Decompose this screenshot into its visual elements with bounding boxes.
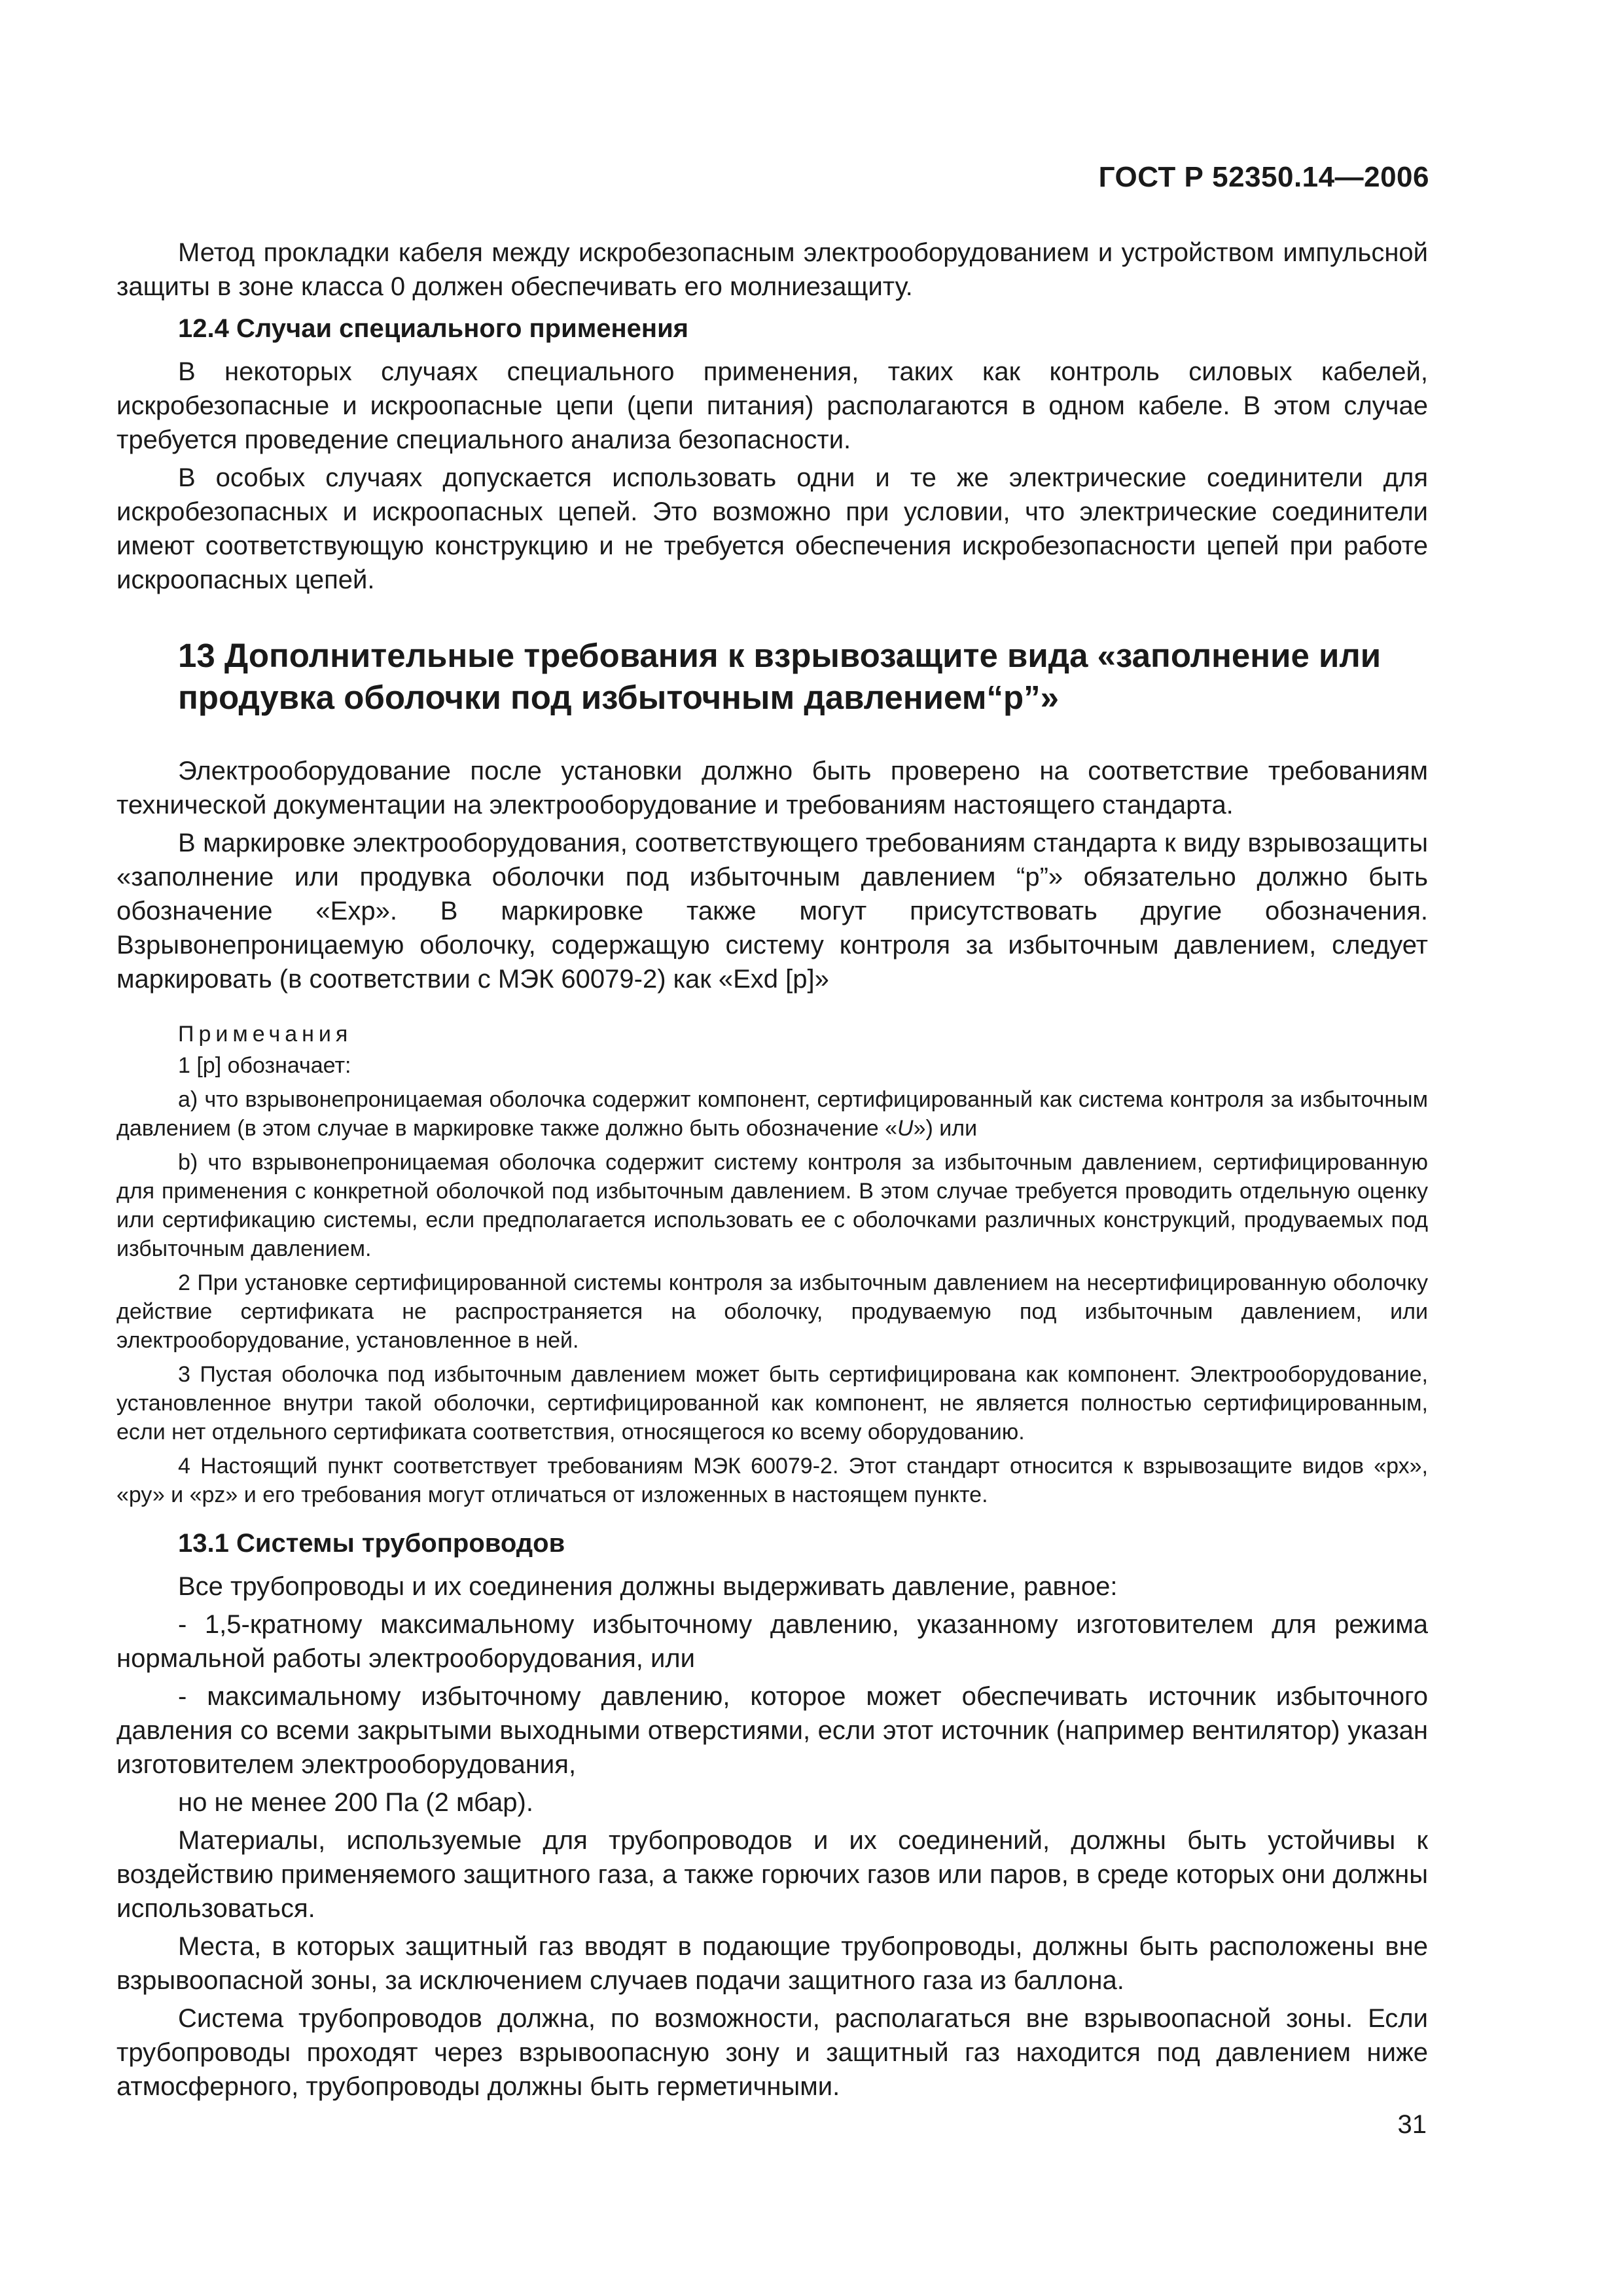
note-item: 4 Настоящий пункт соответствует требованиям МЭК 60079-2. Этот стандарт относится к взрывозащите видов «рх», «ру» и «pz» и его требования могут отличаться от изложенных в настоящем пункте. <box>116 1454 1428 1507</box>
paragraph: Система трубопроводов должна, по возможности, располагаться вне взрывоопасной зоны. Если трубопроводы проходят через взрывоопасную зону и защитный газ находится под давлением ниже атмосферного, трубопроводы должны быть герметичными. <box>116 2004 1428 2101</box>
paragraph: Материалы, используемые для трубопроводов и их соединений, должны быть устойчивы к воздействию применяемого защитного газа, а также горючих газов или паров, в среде которых они должны использоваться. <box>116 1826 1428 1923</box>
note-item: 3 Пустая оболочка под избыточным давлением может быть сертифицирована как компонент. Электрооборудование, установленное внутри такой оболочки, сертифицированной как компонент, не является полностью сертифицированным, если нет отдельного сертификата соответствия, относящегося ко всему оборудованию. <box>116 1362 1428 1444</box>
list-item: - 1,5-кратному максимальному избыточному давлению, указанному изготовителем для режима нормальной работы электрооборудования, или <box>116 1610 1428 1673</box>
paragraph: Места, в которых защитный газ вводят в подающие трубопроводы, должны быть расположены вне взрывоопасной зоны, за исключением случаев подачи защитного газа из баллона. <box>116 1932 1428 1995</box>
note-item: b) что взрывонепроницаемая оболочка содержит систему контроля за избыточным давлением, сертифицированную для применения с конкретной оболочкой под избыточным давлением. В этом случае требуется проводить отдельную оценку или сертификацию системы, если предполагается использовать ее с оболочками различных конструкций, продуваемых под избыточным давлением. <box>116 1150 1428 1261</box>
paragraph: В особых случаях допускается использовать одни и те же электрические соединители для искробезопасных и искроопасных цепей. Это возможно при условии, что электрические соединители имеют соответствующую конструкцию и не требуется обеспечения искробезопасности цепей при работе искроопасных цепей. <box>116 463 1428 594</box>
paragraph: но не менее 200 Па (2 мбар). <box>178 1788 533 1817</box>
note-symbol: U <box>897 1116 914 1141</box>
paragraph: Электрооборудование после установки должно быть проверено на соответствие требованиям технической документации на электрооборудование и требованиям настоящего стандарта. <box>116 757 1428 819</box>
note-item: 2 При установке сертифицированной системы контроля за избыточным давлением на несертифицированную оболочку действие сертификата не распространяется на оболочку, продуваемую под избыточным давлением, или электрооборудование, установленное в ней. <box>116 1270 1428 1353</box>
paragraph: В маркировке электрооборудования, соответствующего требованиям стандарта к виду взрывозащиты «заполнение или продувка оболочки под избыточным давлением “р”» обязательно должно быть обозначение «Ехр». В маркировке также могут присутствовать другие обозначения. Взрывонепроницаемую оболочку, содержащую систему контроля за избыточным давлением, следует маркировать (в соответствии с МЭК 60079-2) как «Exd [р]» <box>116 829 1428 994</box>
page-number: 31 <box>1397 2110 1427 2139</box>
note-item <box>116 1085 1428 1143</box>
note-text: а) что взрывонепроницаемая оболочка содержит компонент, сертифицированный как система контроля за избыточным давлением (в этом случае в маркировке также должно быть обозначение « <box>116 1087 1428 1141</box>
list-item: - максимальному избыточному давлению, которое может обеспечивать источник избыточного давления со всеми закрытыми выходными отверстиями, если этот источник (например вентилятор) указан изготовителем электрооборудования, <box>116 1682 1428 1779</box>
subsection-heading-13-1: 13.1 Системы трубопроводов <box>178 1529 565 1558</box>
paragraph-continued: Метод прокладки кабеля между искробезопасным электрооборудованием и устройством импульсной защиты в зоне класса 0 должен обеспечивать его молниезащиту. <box>116 238 1428 301</box>
note-text: ») или <box>913 1116 978 1141</box>
section-heading-13: 13 Дополнительные требования к взрывозащите вида «заполнение или продувка оболочки под избыточным давлением“р”» <box>178 637 1382 716</box>
note-item: 1 [р] обозначает: <box>178 1053 351 1078</box>
paragraph: Все трубопроводы и их соединения должны выдерживать давление, равное: <box>178 1572 1118 1601</box>
page-body <box>116 236 1428 2108</box>
notes-label: Примечания <box>178 1022 353 1047</box>
paragraph: В некоторых случаях специального применения, таких как контроль силовых кабелей, искробезопасные и искроопасные цепи (цепи питания) располагаются в одном кабеле. В этом случае требуется проведение специального анализа безопасности. <box>116 357 1428 454</box>
subsection-heading-12-4: 12.4 Случаи специального применения <box>178 314 689 343</box>
standard-designation: ГОСТ Р 52350.14—2006 <box>1098 161 1429 193</box>
